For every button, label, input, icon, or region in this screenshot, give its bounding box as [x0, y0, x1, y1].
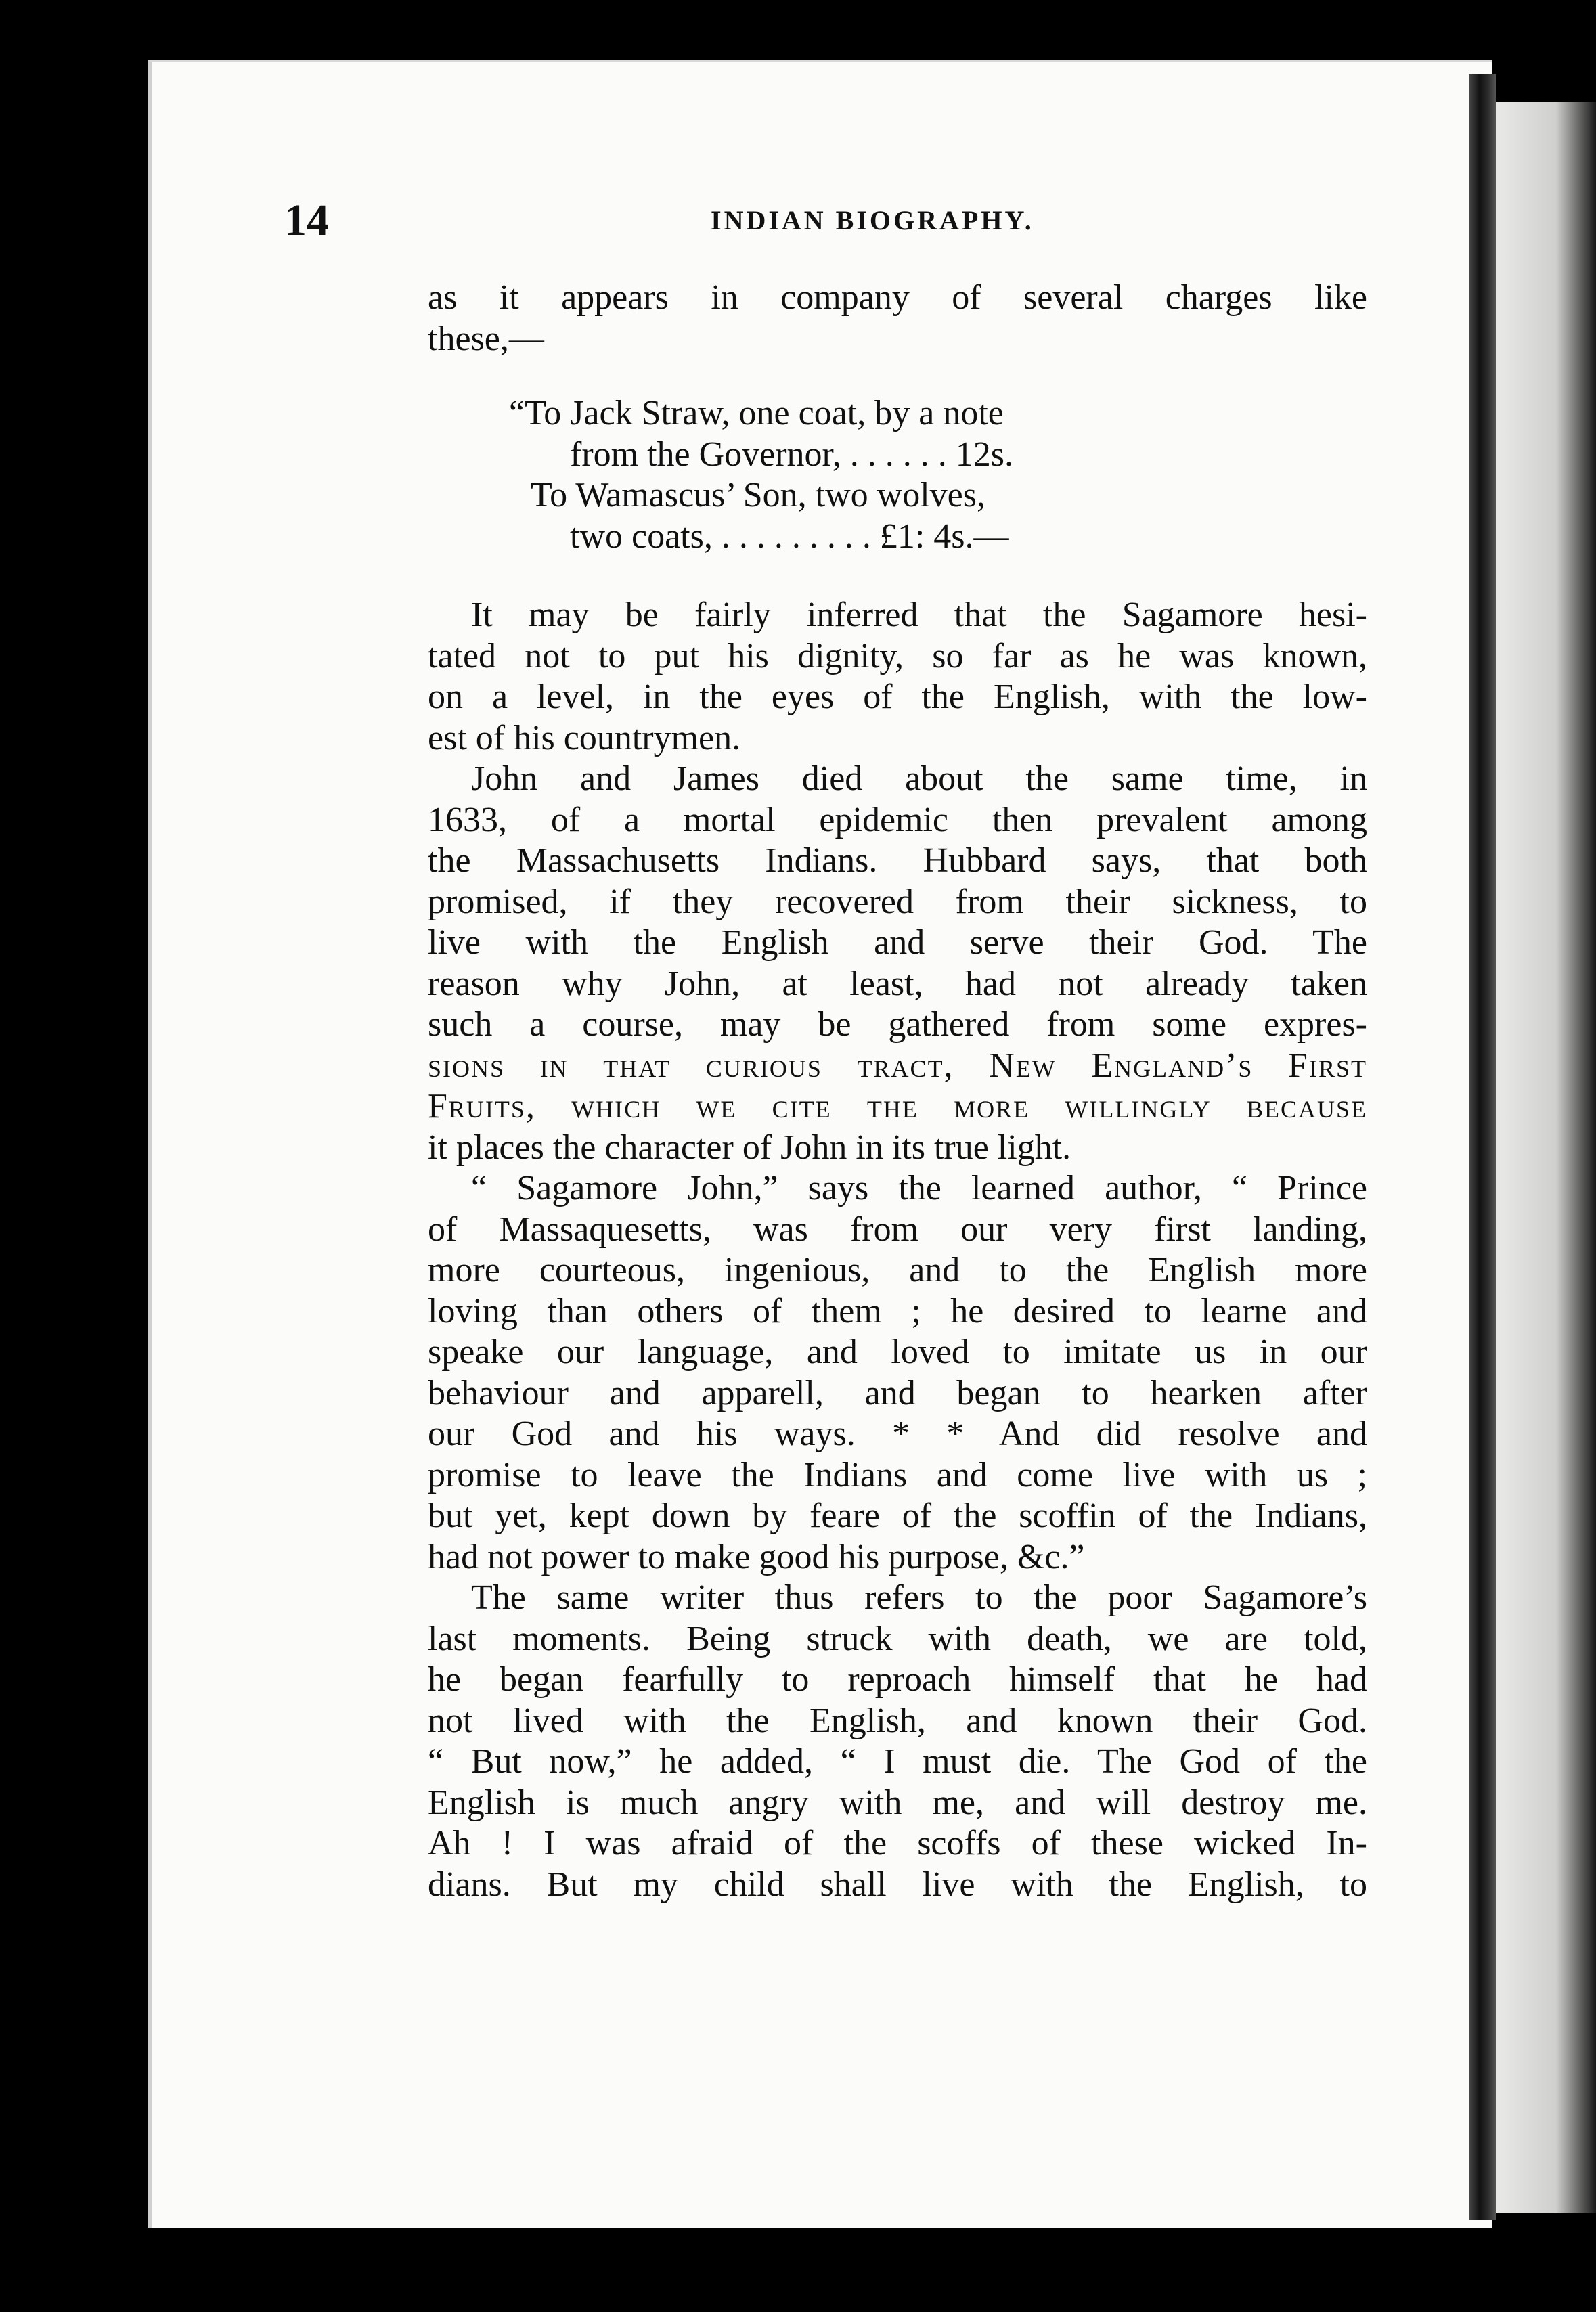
running-head [284, 195, 1367, 256]
ledger-line: “To Jack Straw, one coat, by a note [509, 394, 1004, 432]
ledger-line: two coats, . . . . . . . . . £1: 4s.— [570, 516, 1009, 556]
text-line: Ah ! I was afraid of the scoffs of these wicked In- [428, 1824, 1367, 1863]
body-text [428, 277, 1367, 1905]
text-line: reason why John, at least, had not already taken [428, 964, 1367, 1003]
text-line: of Massaquesetts, was from our very first landing, [428, 1209, 1367, 1249]
text-line: last moments. Being struck with death, we are told, [428, 1619, 1367, 1658]
text-line: more courteous, ingenious, and to the English more [428, 1251, 1367, 1289]
text-line: our God and his ways. * * And did resolve and [428, 1415, 1367, 1453]
text-line: sions in that curious tract, New England’s First [428, 1046, 1367, 1085]
running-title: INDIAN BIOGRAPHY. [711, 205, 1034, 236]
text-line: live with the English and serve their God. The [428, 923, 1367, 962]
text-line: had not power to make good his purpose, &c.” [428, 1537, 1085, 1576]
text-line: English is much angry with me, and will destroy me. [428, 1783, 1367, 1822]
text-line: John and James died about the same time, in [471, 759, 1367, 798]
text-line: dians. But my child shall live with the English, to [428, 1865, 1367, 1904]
text-line: not lived with the English, and known their God. [428, 1701, 1367, 1740]
text-line: behaviour and apparell, and began to hearken after [428, 1373, 1367, 1413]
text-line: It may be fairly inferred that the Sagamore hesi- [471, 596, 1367, 634]
text-line: est of his countrymen. [428, 718, 741, 757]
text-line: promise to leave the Indians and come live with us ; [428, 1455, 1367, 1494]
text-line: such a course, may be gathered from some expres- [428, 1005, 1367, 1044]
text-line: loving than others of them ; he desired to learne and [428, 1291, 1367, 1331]
text-line: “ Sagamore John,” says the learned author, “ Prince [471, 1169, 1367, 1207]
ledger-line: from the Governor, . . . . . . 12s. [570, 435, 1014, 474]
text-line: The same writer thus refers to the poor Sagamore’s [471, 1578, 1367, 1617]
page-number: 14 [284, 196, 329, 245]
text-line: “ But now,” he added, “ I must die. The God of the [428, 1742, 1367, 1781]
text-line: but yet, kept down by feare of the scoffin of the Indians, [428, 1496, 1367, 1535]
text-line: he began fearfully to reproach himself that he had [428, 1660, 1367, 1699]
text-line: these,— [428, 319, 544, 358]
book-spine-shadow [1469, 74, 1496, 2220]
text-line: as it appears in company of several charges like [428, 278, 1367, 317]
text-line: 1633, of a mortal epidemic then prevalent among [428, 800, 1367, 839]
text-line: Fruits, which we cite the more willingly because [428, 1087, 1367, 1126]
facing-page-edge [1496, 102, 1596, 2213]
text-line: on a level, in the eyes of the English, with the low- [428, 677, 1367, 716]
text-line: it places the character of John in its true light. [428, 1128, 1071, 1167]
text-line: promised, if they recovered from their sickness, to [428, 882, 1367, 921]
text-line: the Massachusetts Indians. Hubbard says, that both [428, 841, 1367, 880]
ledger-line: To Wamascus’ Son, two wolves, [531, 476, 985, 514]
text-line: speake our language, and loved to imitate us in our [428, 1333, 1367, 1371]
text-line: tated not to put his dignity, so far as he was known, [428, 636, 1367, 675]
